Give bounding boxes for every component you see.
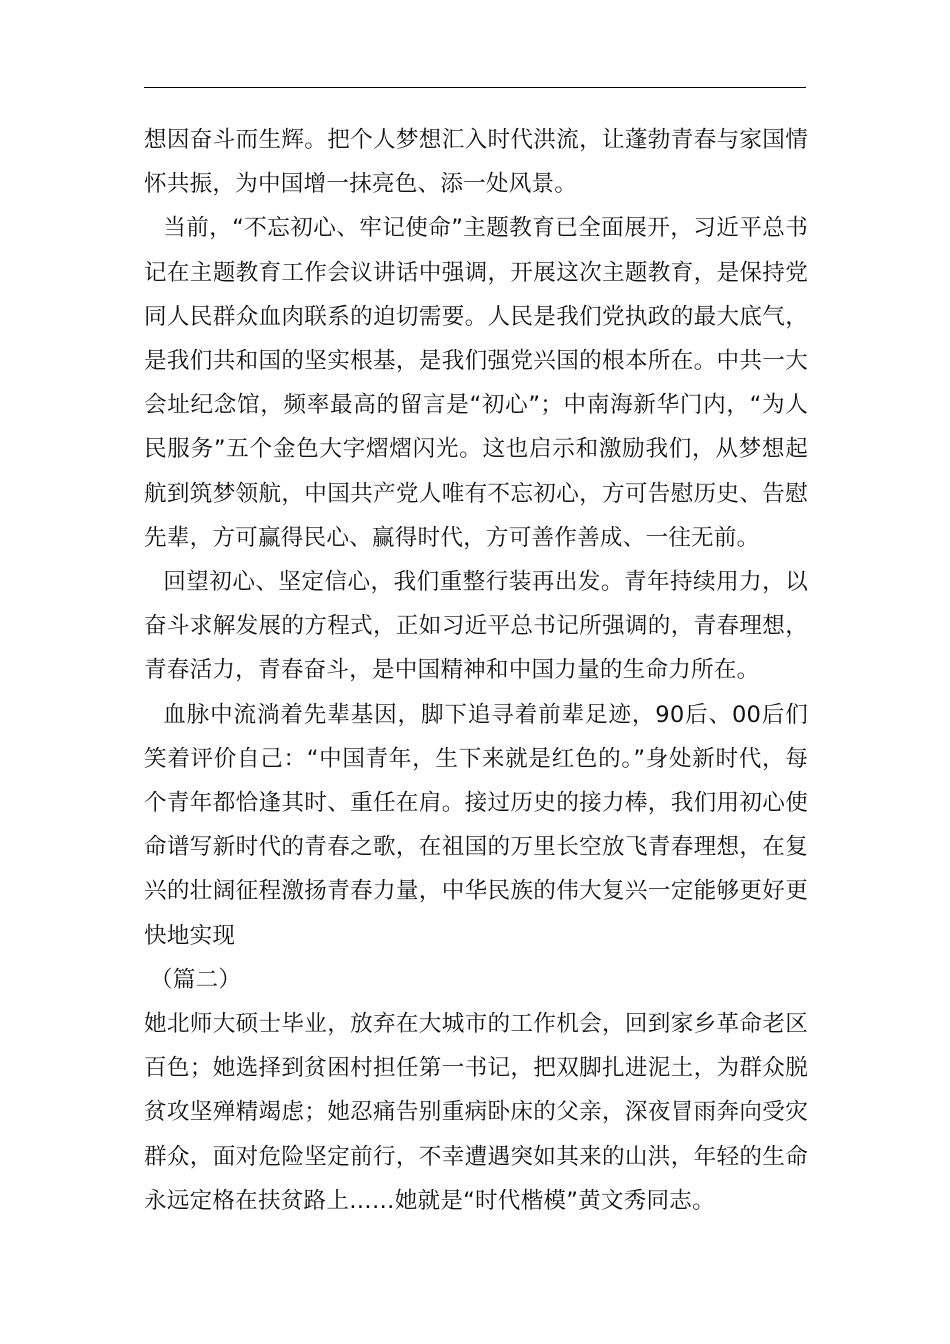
paragraph: 血脉中流淌着先辈基因，脚下追寻着前辈足迹，90后、00后们笑着评价自己：“中国青年，生下来就是红色的。”身处新时代，每个青年都恰逢其时、重任在肩。接过历史的接力棒，我们用初心使命谱写新时代的青春之歌，在祖国的万里长空放飞青春理想，在复兴的壮阔征程激扬青春力量，中华民族的伟大复兴一定能够更好更快地实现 xyxy=(144,701,808,949)
paragraph: 她北师大硕士毕业，放弃在大城市的工作机会，回到家乡革命老区百色；她选择到贫困村担任第一书记，把双脚扎进泥土，为群众脱贫攻坚殚精竭虑；她忍痛告别重病卧床的父亲，深夜冒雨奔向受灾群众，面对危险坚定前行，不幸遭遇突如其来的山洪，年轻的生命永远定格在扶贫路上……她就是“时代楷模”黄文秀同志。 xyxy=(144,1011,808,1214)
document-body xyxy=(144,118,808,1223)
paragraph: 回望初心、坚定信心，我们重整行装再出发。青年持续用力，以奋斗求解发展的方程式，正如习近平总书记所强调的，青春理想，青春活力，青春奋斗，是中国精神和中国力量的生命力所在。 xyxy=(144,569,808,684)
section-title: （篇二） xyxy=(150,966,242,993)
header-rule xyxy=(144,87,806,88)
paragraph: 当前，“不忘初心、牢记使命”主题教育已全面展开，习近平总书记在主题教育工作会议讲话中强调，开展这次主题教育，是保持党同人民群众血肉联系的迫切需要。人民是我们党执政的最大底气，是我们共和国的坚实根基，是我们强党兴国的根本所在。中共一大会址纪念馆，频率最高的留言是“初心”；中南海新华门内，“为人民服务”五个金色大字熠熠闪光。这也启示和激励我们，从梦想起航到筑梦领航，中国共产党人唯有不忘初心，方可告慰历史、告慰先辈，方可赢得民心、赢得时代，方可善作善成、一往无前。 xyxy=(144,215,808,551)
paragraph: 想因奋斗而生辉。把个人梦想汇入时代洪流，让蓬勃青春与家国情怀共振，为中国增一抹亮色、添一处风景。 xyxy=(144,127,808,198)
